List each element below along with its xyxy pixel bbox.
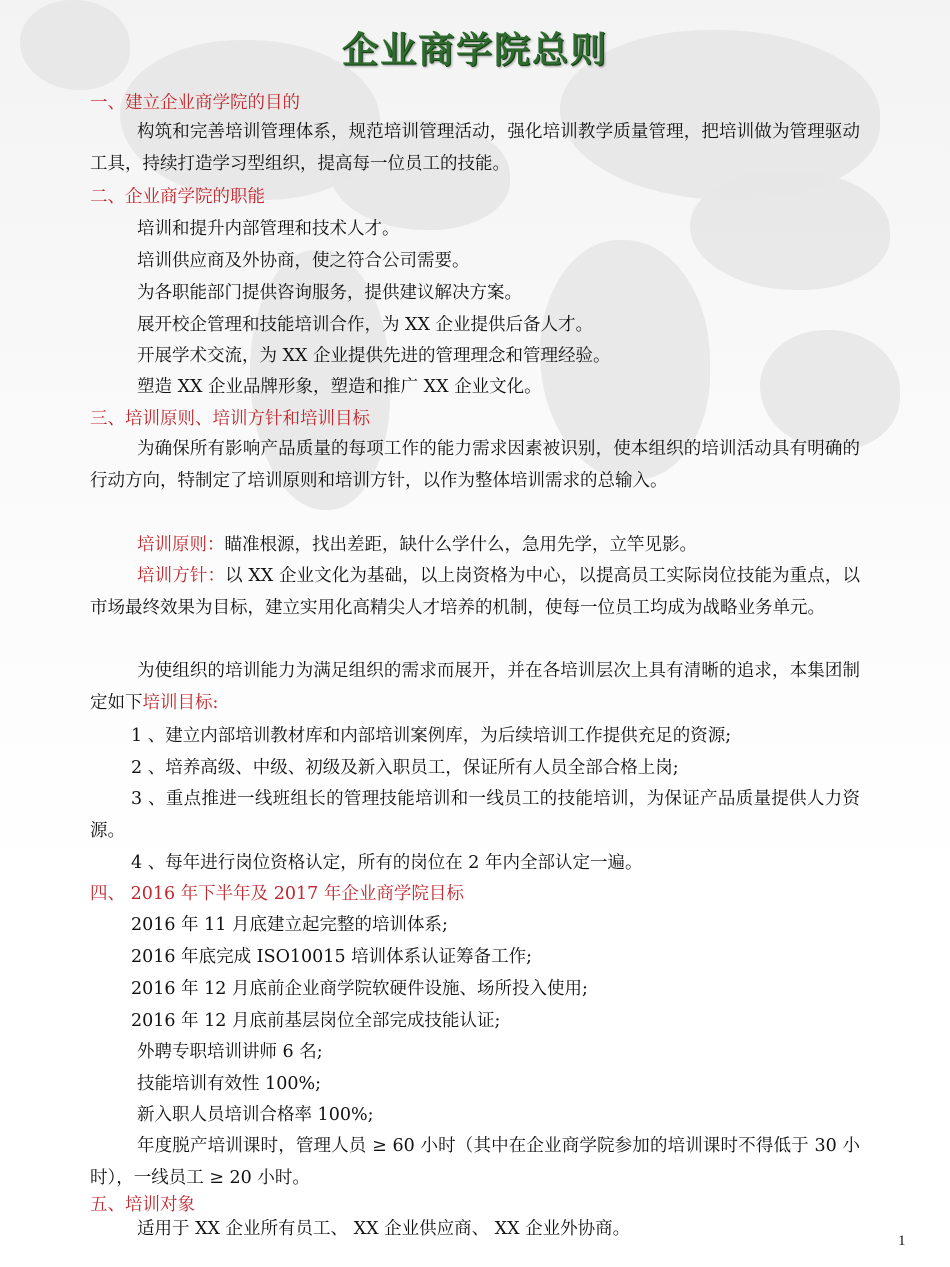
goal-item: 4 、每年进行岗位资格认定，所有的岗位在 2 年内全部认定一遍。 bbox=[131, 853, 643, 873]
list-item: 展开校企管理和技能培训合作，为 XX 企业提供后备人才。 bbox=[137, 315, 594, 335]
list-item: 2016 年 11 月底建立起完整的培训体系; bbox=[131, 915, 448, 935]
policy-paragraph bbox=[90, 561, 860, 624]
paragraph: 为确保所有影响产品质量的每项工作的能力需求因素被识别，使本组织的培训活动具有明确的行动方向，特制定了培训原则和培训方针，以作为整体培训需求的总输入。 bbox=[90, 439, 860, 491]
map-continent-shape bbox=[690, 170, 890, 290]
goal-label: 培训目标: bbox=[142, 692, 219, 713]
list-item: 塑造 XX 企业品牌形象，塑造和推广 XX 企业文化。 bbox=[137, 377, 542, 397]
list-item: 培训和提升内部管理和技术人才。 bbox=[137, 219, 400, 239]
list-item: 为各职能部门提供咨询服务，提供建议解决方案。 bbox=[137, 283, 522, 303]
goal-item: 2 、培养高级、中级、初级及新入职员工，保证所有人员全部合格上岗; bbox=[131, 758, 679, 778]
goal-item: 3 、重点推进一线班组长的管理技能培训和一线员工的技能培训，为保证产品质量提供人力资源。 bbox=[90, 789, 860, 841]
list-item: 2016 年 12 月底前基层岗位全部完成技能认证; bbox=[131, 1011, 501, 1031]
list-item: 新入职人员培训合格率 100%; bbox=[137, 1105, 374, 1125]
policy-text: 以 XX 企业文化为基础，以上岗资格为中心，以提高员工实际岗位技能为重点，以市场最终效果为目标，建立实用化高精尖人才培养的机制，使每一位员工均成为战略业务单元。 bbox=[90, 566, 860, 618]
section-heading: 一、建立企业商学院的目的 bbox=[90, 93, 300, 113]
paragraph: 适用于 XX 企业所有员工、 XX 企业供应商、 XX 企业外协商。 bbox=[137, 1219, 631, 1239]
paragraph: 年度脱产培训课时，管理人员 ≥ 60 小时（其中在企业商学院参加的培训课时不得低于 30 小时），一线员工 ≥ 20 小时。 bbox=[90, 1136, 860, 1188]
page-number: 1 bbox=[898, 1233, 906, 1249]
goal-intro-paragraph bbox=[90, 656, 860, 719]
section-heading: 三、培训原则、培训方针和培训目标 bbox=[90, 409, 370, 429]
paragraph: 构筑和完善培训管理体系，规范培训管理活动，强化培训教学质量管理，把培训做为管理驱动工具，持续打造学习型组织，提高每一位员工的技能。 bbox=[90, 122, 860, 174]
section-heading: 五、培训对象 bbox=[90, 1195, 195, 1215]
goal-intro-text: 为使组织的培训能力为满足组织的需求而展开，并在各培训层次上具有清晰的追求，本集团制定如下 bbox=[90, 661, 860, 713]
policy-label: 培训方针： bbox=[137, 566, 226, 586]
principle-label: 培训原则： bbox=[137, 535, 225, 555]
list-item: 开展学术交流，为 XX 企业提供先进的管理理念和管理经验。 bbox=[137, 346, 611, 366]
goal-item: 1 、建立内部培训教材库和内部培训案例库，为后续培训工作提供充足的资源; bbox=[131, 726, 732, 746]
map-continent-shape bbox=[760, 330, 900, 450]
section-heading: 四、 2016 年下半年及 2017 年企业商学院目标 bbox=[90, 884, 464, 904]
principle-text: 瞄准根源，找出差距，缺什么学什么，急用先学，立竿见影。 bbox=[224, 535, 697, 555]
document-title: 企业商学院总则 bbox=[341, 30, 608, 71]
section-heading: 二、企业商学院的职能 bbox=[90, 187, 265, 207]
list-item: 外聘专职培训讲师 6 名; bbox=[137, 1042, 323, 1062]
list-item: 培训供应商及外协商，使之符合公司需要。 bbox=[137, 251, 470, 271]
list-item: 2016 年 12 月底前企业商学院软硬件设施、场所投入使用; bbox=[131, 979, 588, 999]
list-item: 技能培训有效性 100%; bbox=[137, 1074, 321, 1094]
principle-paragraph bbox=[90, 530, 860, 562]
list-item: 2016 年底完成 ISO10015 培训体系认证筹备工作; bbox=[131, 947, 533, 967]
